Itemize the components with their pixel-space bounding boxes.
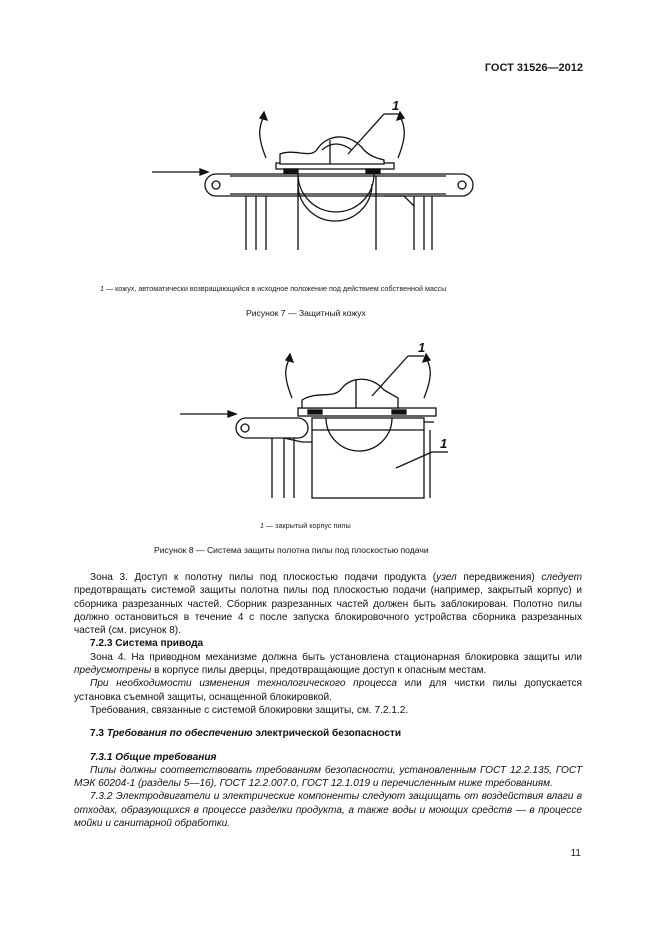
figure-7 [0,0,661,330]
figure-7-callout-1: 1 [392,98,400,113]
figure-7-drawing [0,0,661,300]
figure-8-drawing [0,330,661,510]
heading-7-3: 7.3 Требования по обеспечению электрической безопасности [90,728,402,740]
figure-8-legend: 1 — закрытый корпус пилы [260,521,351,530]
heading-7-2-3: 7.2.3 Система привода [90,638,204,650]
document-code: ГОСТ 31526—2012 [484,62,583,74]
paragraph-zone-3: Зона 3. Доступ к полотну пилы под плоскостью подачи продукта (узел передвижения) следует предотвращать системой защиты полотна пилы под плоскостью подачи (например, закрытый корпус) и сборника разрезанных частей. Сборник разрезанных частей должен быть заблокирован. Полотно пилы должно остановиться в течение 4 с после запуска блокировочного устройства сборника разрезанных частей (см. рисунок 8). [74,572,582,637]
page-number: 11 [570,848,581,859]
paragraph-7-3-2: 7.3.2 Электродвигатели и электрические компоненты следуют защищать от воздействия влаги в отходах, образующихся в процессе разделки продукта, а также воды и моющих средств — в процессе мойки и санитарной обработки. [74,791,582,830]
paragraph-saws: Пилы должны соответствовать требованиям безопасности, установленным ГОСТ 12.2.135, ГОСТ МЭК 60204-1 (разделы 5—16), ГОСТ 12.2.007.0, ГОСТ 12.1.019 и перечисленным ниже требованиям. [74,764,582,790]
figure-8 [0,330,661,560]
figure-8-callout-top: 1 [418,340,426,355]
figure-7-caption: Рисунок 7 — Защитный кожух [246,308,366,318]
paragraph-zone-4: Зона 4. На приводном механизме должна быть установлена стационарная блокировка защиты или предусмотрены в корпусе пилы дверцы, предотвращающие доступ к опасным местам. [74,651,582,677]
heading-7-3-1: 7.3.1 Общие требования [90,751,217,763]
figure-7-legend: 1 — кожух, автоматически возвращающийся в исходное положение под действием собственной массы [100,284,447,293]
paragraph-requirements: Требования, связанные с системой блокировки защиты, см. 7.2.1.2. [90,704,409,716]
body-text [74,571,582,830]
figure-8-caption: Рисунок 8 — Система защиты полотна пилы под плоскостью подачи [154,545,429,555]
figure-8-callout-side: 1 [440,436,448,451]
paragraph-technology: При необходимости изменения технологического процесса или для чистки пилы допускается установка съемной защиты, оснащенной блокировкой. [74,678,582,703]
